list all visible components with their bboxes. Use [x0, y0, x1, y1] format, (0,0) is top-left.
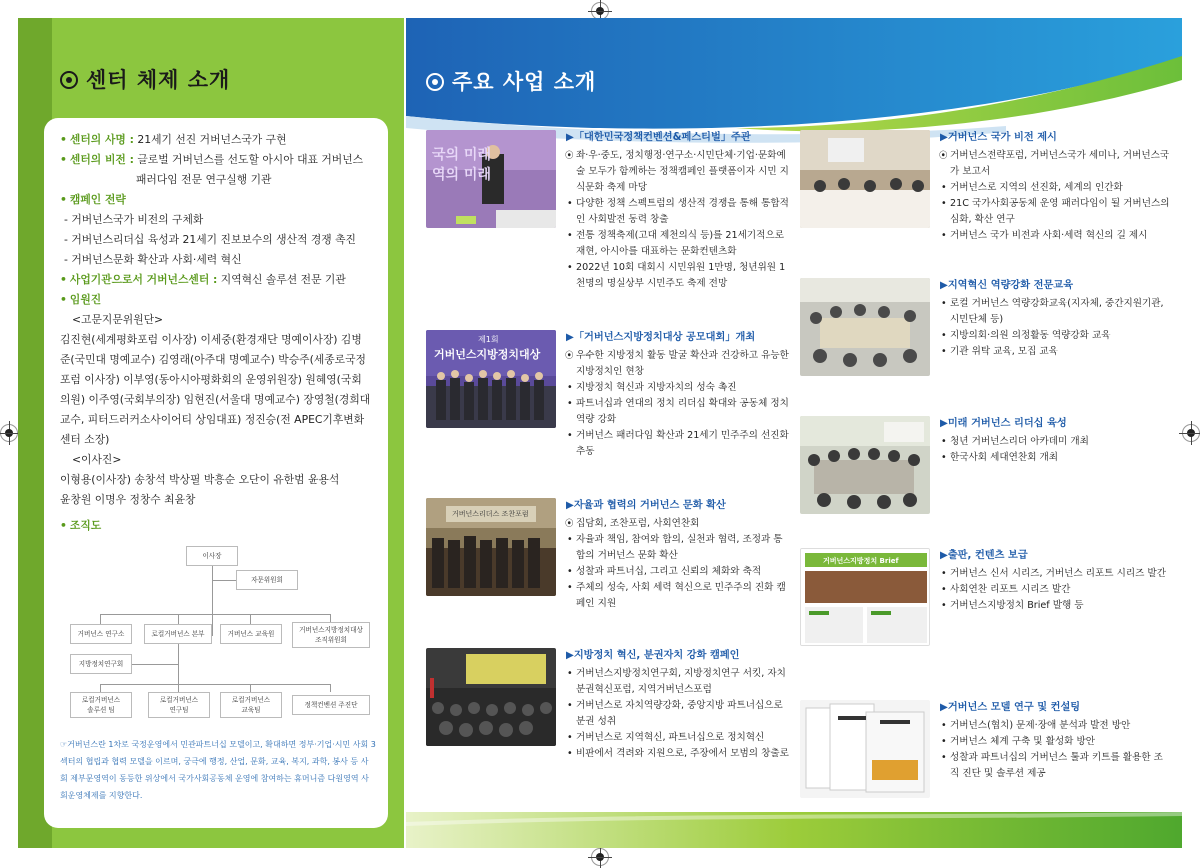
circle-bullet-icon: [60, 71, 78, 89]
section-heading: ▶「대한민국정책컨벤션&페스티벌」주관: [566, 132, 751, 143]
section-item: • 거버넌스로 지역의 선진화, 세계의 인간화: [940, 180, 1170, 196]
photo-policy-convention: 국의 미래 역의 미래: [426, 130, 556, 228]
advisory-label: <고문지문위원단>: [72, 313, 164, 326]
board-label: <이사진>: [72, 453, 122, 466]
photo-future-leadership: [800, 416, 930, 514]
org-team-research: 로컬거버넌스 연구팀: [148, 692, 210, 718]
org-dept-education: 거버넌스 교육원: [220, 624, 282, 644]
section-heading: ▶지방정치 혁신, 분권자치 강화 캠페인: [566, 650, 740, 661]
section-item: ⦿ 집담회, 조찬포럼, 사회연찬회: [566, 516, 791, 532]
section-item: • 거버넌스 체계 구축 및 활성화 방안: [940, 734, 1170, 750]
section-item: • 거버넌스로 지역혁신, 파트너십으로 정치혁신: [566, 730, 791, 746]
section-heading: ▶지역혁신 역량강화 전문교육: [940, 280, 1074, 291]
photo-regional-education: [800, 278, 930, 376]
section-governance-culture: [426, 498, 796, 638]
section-heading: ▶「거버넌스지방정치대상 공모대회」개최: [566, 332, 756, 343]
photo-governance-culture: 거버넌스리더스 조찬포럼: [426, 498, 556, 596]
section-item: • 성찰과 파트너십의 거버넌스 툴과 키트를 활용한 조직 진단 및 솔루션 제공: [940, 750, 1170, 782]
business-row: • 사업기관으로서 거버넌스센터 : 지역혁신 솔루션 전문 기관: [60, 273, 346, 286]
campaign-item: - 거버넌스문화 확산과 사회·세력 혁신: [64, 253, 242, 266]
advisory-line: 포럼 이사장) 이부영(동아시아평화회의 운영위원장) 원혜영(국회: [60, 373, 362, 386]
board-line: 이형용(이사장) 송창석 박상필 박흥순 오단이 유한범 윤용석: [60, 473, 340, 486]
section-future-leadership: [800, 416, 1170, 516]
photo-decentralization: [426, 648, 556, 746]
officers-heading: • 임원진: [60, 293, 102, 306]
org-chart: [60, 540, 374, 740]
bottom-band: [406, 812, 1182, 848]
section-item: • 비판에서 격려와 지원으로, 주장에서 모범의 창출로: [566, 746, 791, 762]
section-item: ⦿ 좌·우·중도, 정치행정·연구소·시민단체·기업·문화예술 모두가 함께하는 정책캠페인 플랫폼이자 시민 지식문화 축제 마당: [566, 148, 791, 196]
section-item: • 거버넌스지방정치연구회, 지방정치연구 서킷, 자치분권혁신포럼, 지역거버넌스포럼: [566, 666, 791, 698]
campaign-item: - 거버넌스국가 비전의 구체화: [64, 213, 204, 226]
org-dept-local: 로컬거버넌스 본부: [144, 624, 212, 644]
center-intro-card: [44, 118, 388, 828]
campaign-heading: • 캠페인 전략: [60, 193, 126, 206]
section-item: • 지방의회·의원 의정활동 역량강화 교육: [940, 328, 1170, 344]
circle-bullet-icon: [426, 73, 444, 91]
section-item: • 거버넌스(협치) 문제·장애 분석과 발전 방안: [940, 718, 1170, 734]
org-team-solution: 로컬거버넌스 솔루션 팀: [70, 692, 132, 718]
org-team-education: 로컬거버넌스 교육팀: [220, 692, 282, 718]
section-heading: ▶거버넌스 모델 연구 및 컨설팅: [940, 702, 1081, 713]
advisory-line: 센터 소장): [60, 433, 110, 446]
section-item: • 한국사회 세대연찬회 개최: [940, 450, 1170, 466]
photo-national-vision: [800, 130, 930, 228]
org-team-convention: 정책컨벤션 주진단: [292, 695, 370, 715]
section-item: • 거버넌스로 자치역량강화, 중앙지방 파트너십으로 분권 성취: [566, 698, 791, 730]
org-sub-localpolitics: 지방정치연구회: [70, 654, 132, 674]
org-advisory: 자문위원회: [236, 570, 298, 590]
advisory-line: 의원) 이주영(국회부의장) 임현진(서울대 명예교수) 장영철(경희대: [60, 393, 371, 406]
advisory-line: 교수, 피터드러커소사이어티 상임대표) 정진승(전 APEC기후변화: [60, 413, 365, 426]
section-item: • 거버넌스 국가 비전과 사회·세력 혁신의 길 제시: [940, 228, 1170, 244]
vision-row-2: 패러다임 전문 연구실행 기관: [136, 173, 272, 186]
advisory-line: 준(국민대 명예교수) 김영래(아주대 명예교수) 박승주(세종로국정: [60, 353, 366, 366]
section-regional-education: [800, 278, 1170, 388]
section-item: • 다양한 정책 스펙트럼의 생산적 경쟁을 통해 통합적인 사회발전 동력 창출: [566, 196, 791, 228]
footer-gradient: [406, 812, 1182, 848]
section-policy-convention: [426, 130, 796, 300]
section-publications: [800, 548, 1170, 658]
section-item: • 기관 위탁 교육, 모집 교육: [940, 344, 1170, 360]
section-item: • 거버넌스 패러다임 확산과 21세기 민주주의 선진화 추동: [566, 428, 791, 460]
section-item: • 주체의 성숙, 사회 세력 혁신으로 민주주의 진화 캠페인 지원: [566, 580, 791, 612]
section-local-politics-award: [426, 330, 796, 480]
left-title: 센터 체제 소개: [60, 64, 230, 94]
section-item: • 거버넌스 신서 시리즈, 거버넌스 리포트 시리즈 발간: [940, 566, 1170, 582]
vision-row: • 센터의 비전 : 글로벌 거버넌스를 선도할 아시아 대표 거버넌스: [60, 153, 364, 166]
crop-mark-bottom: [591, 848, 609, 866]
campaign-item: - 거버넌스리더십 육성과 21세기 진보보수의 생산적 경쟁 촉진: [64, 233, 356, 246]
photo-model-consulting: [800, 700, 930, 798]
section-heading: ▶출판, 컨텐츠 보급: [940, 550, 1028, 561]
section-national-vision: [800, 130, 1170, 260]
section-item: • 21C 국가사회공동체 운영 패러다임이 될 거버넌스의 심화, 확산 연구: [940, 196, 1170, 228]
section-decentralization: [426, 648, 796, 798]
section-heading: ▶미래 거버넌스 리더십 육성: [940, 418, 1067, 429]
section-item: • 성찰과 파트너십, 그리고 신뢰의 체화와 축적: [566, 564, 791, 580]
section-heading: ▶자율과 협력의 거버넌스 문화 확산: [566, 500, 726, 511]
section-item: ⦿ 우수한 지방정치 활동 발굴 확산과 건강하고 유능한 지방정치인 현창: [566, 348, 791, 380]
org-dept-award: 거버넌스지방정치대상 조직위원회: [292, 622, 370, 648]
section-item: • 지방정치 혁신과 지방자치의 성숙 촉진: [566, 380, 791, 396]
section-item: • 2022년 10회 대회시 시민위원 1만명, 청년위원 1천명의 명실상부 시민주도 축제 전망: [566, 260, 791, 292]
section-item: • 파트너십과 연대의 정치 리더십 확대와 공동체 정치역량 강화: [566, 396, 791, 428]
photo-local-politics-award: 제1회 거버넌스지방정치대상: [426, 330, 556, 428]
section-heading: ▶거버넌스 국가 비전 제시: [940, 132, 1057, 143]
right-title: 주요 사업 소개: [426, 66, 596, 96]
mission-row: • 센터의 사명 : 21세기 선진 거버넌스국가 구현: [60, 133, 287, 146]
section-item: • 자율과 책임, 참여와 합의, 실천과 협력, 조정과 통합의 거버넌스 문화 확산: [566, 532, 791, 564]
section-item: ⦿ 거버넌스전략포럼, 거버넌스국가 세미나, 거버넌스국가 보고서: [940, 148, 1170, 180]
crop-mark-left: [0, 424, 18, 442]
org-dept-research: 거버넌스 연구소: [70, 624, 132, 644]
governance-note: ☞거버넌스란 1차로 국정운영에서 민관파트너십 모델이고, 확대하면 정부·기업·시민 사회 3섹터의 협립과 협력 모델을 이르며, 궁극에 행정, 산업, 문화, 교육, 복지, 과학, 봉사 등 사회 제부문영역이 동등한 위상에서 국가사회공동체 운영에 참여하는 휴머니즘 다원영역 사회운영체제를 지향한다.: [60, 740, 376, 800]
org-chair: 이사장: [186, 546, 238, 566]
section-item: • 청년 거버넌스리더 아카데미 개최: [940, 434, 1170, 450]
section-item: • 전통 정책축제(고대 제천의식 등)를 21세기적으로 재현, 아시아를 대표하는 문화컨텐츠화: [566, 228, 791, 260]
advisory-line: 김진현(세계평화포럼 이사장) 이세중(환경재단 명예이사장) 김병: [60, 333, 362, 346]
section-item: • 사회연찬 리포트 시리즈 발간: [940, 582, 1170, 598]
board-line: 윤창원 이명우 정창수 최윤창: [60, 493, 196, 506]
section-item: • 거버넌스지방정치 Brief 발행 등: [940, 598, 1170, 614]
crop-mark-right: [1182, 424, 1200, 442]
section-item: • 로컬 거버넌스 역량강화교육(지자체, 중간지원기관, 시민단체 등): [940, 296, 1170, 328]
org-heading: • 조직도: [60, 519, 102, 532]
photo-publications: 거버넌스지방정치 Brief: [800, 548, 930, 646]
section-model-consulting: [800, 700, 1170, 800]
